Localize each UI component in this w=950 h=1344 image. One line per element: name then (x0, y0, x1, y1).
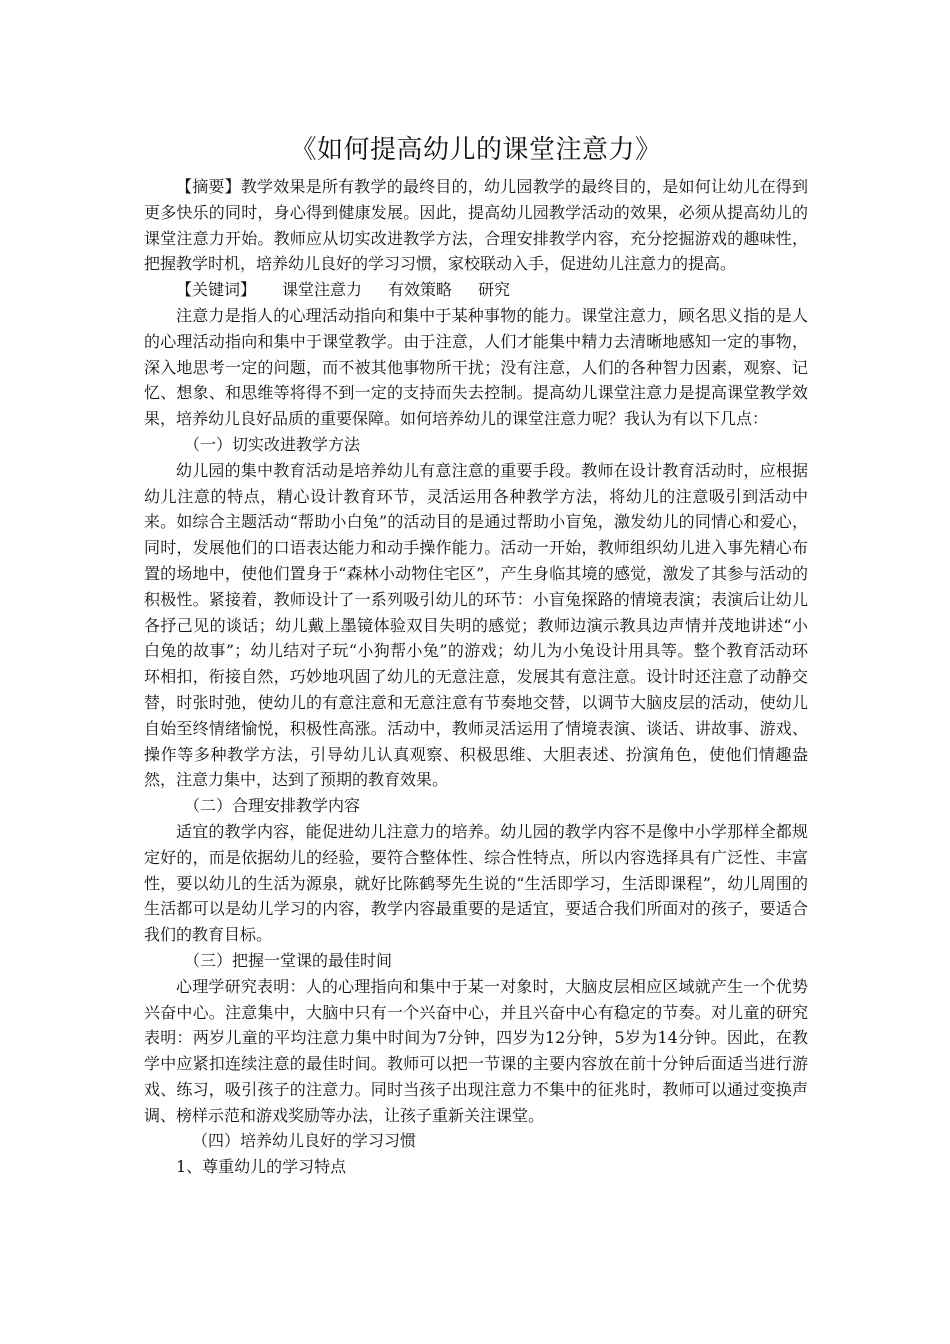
document-title: 《如何提高幼儿的课堂注意力》 (290, 135, 662, 165)
abstract-paragraph: 【摘要】教学效果是所有教学的最终目的，幼儿园教学的最终目的，是如何让幼儿在得到更多快乐的同时，身心得到健康发展。因此，提高幼儿园教学活动的效果，必须从提高幼儿的课堂注意力开始。教师应从切实改进教学方法，合理安排教学内容，充分挖掘游戏的趣味性，把握教学时机，培养幼儿良好的学习习惯，家校联动入手，促进幼儿注意力的提高。 (144, 177, 808, 274)
section-body-1: 幼儿园的集中教育活动是培养幼儿有意注意的重要手段。教师在设计教育活动时，应根据幼儿注意的特点，精心设计教育环节，灵活运用各种教学方法，将幼儿的注意吸引到活动中来。如综合主题活动“帮助小白兔”的活动目的是通过帮助小盲兔，激发幼儿的同情心和爱心，同时，发展他们的口语表达能力和动手操作能力。活动一开始，教师组织幼儿进入事先精心布置的场地中，使他们置身于“森林小动物住宅区”，产生身临其境的感觉，激发了其参与活动的积极性。紧接着，教师设计了一系列吸引幼儿的环节：小盲兔探路的情境表演；表演后让幼儿各抒己见的谈话；幼儿戴上墨镜体验双目失明的感觉；教师边演示教具边声情并茂地讲述“小白兔的故事”；幼儿结对子玩“小狗帮小兔”的游戏；幼儿为小兔设计用具等。整个教育活动环环相扣，衔接自然，巧妙地巩固了幼儿的无意注意，发展其有意注意。设计时还注意了动静交替，时张时弛，使幼儿的有意注意和无意注意有节奏地交替，以调节大脑皮层的活动，使幼儿自始至终情绪愉悦，积极性高涨。活动中，教师灵活运用了情境表演、谈话、讲故事、游戏、操作等多种教学方法，引导幼儿认真观察、积极思维、大胆表述、扮演角色，使他们情趣盎然，注意力集中，达到了预期的教育效果。 (144, 460, 808, 790)
section-body-2: 适宜的教学内容，能促进幼儿注意力的培养。幼儿园的教学内容不是像中小学那样全都规定好的，而是依据幼儿的经验，要符合整体性、综合性特点，所以内容选择具有广泛性、丰富性，要以幼儿的生活为源泉，就好比陈鹤琴先生说的“生活即学习，生活即课程”，幼儿周围的生活都可以是幼儿学习的内容，教学内容最重要的是适宜，要适合我们所面对的孩子，要适合我们的教育目标。 (144, 821, 808, 945)
section-heading-1: （一）切实改进教学方法 (184, 434, 361, 454)
section-body-3: 心理学研究表明：人的心理指向和集中于某一对象时，大脑皮层相应区域就产生一个优势兴奋中心。注意集中，大脑中只有一个兴奋中心，并且兴奋中心有稳定的节奏。对儿童的研究表明：两岁儿童的平均注意力集中时间为7分钟，四岁为12分钟，5岁为14分钟。因此，在教学中应紧扣连续注意的最佳时间。教师可以把一节课的主要内容放在前十分钟后面适当进行游戏、练习，吸引孩子的注意力。同时当孩子出现注意力不集中的征兆时，教师可以通过变换声调、榜样示范和游戏奖励等办法，让孩子重新关注课堂。 (144, 976, 808, 1125)
keyword-item: 有效策略 (388, 280, 453, 300)
document-page (144, 132, 808, 1180)
keywords-label: 【关键词】 (176, 280, 257, 300)
keywords-line (144, 277, 808, 303)
keyword-item: 研究 (478, 280, 511, 300)
section-4-item-1: 1、尊重幼儿的学习特点 (176, 1157, 347, 1177)
section-heading-4: （四）培养幼儿良好的学习习惯 (192, 1131, 417, 1151)
section-heading-3: （三）把握一堂课的最佳时间 (184, 950, 393, 970)
section-heading-2: （二）合理安排教学内容 (184, 796, 361, 816)
intro-paragraph: 注意力是指人的心理活动指向和集中于某种事物的能力。课堂注意力，顾名思义指的是人的心理活动指向和集中于课堂教学。由于注意，人们才能集中精力去清晰地感知一定的事物，深入地思考一定的问题，而不被其他事物所干扰；没有注意，人们的各种智力因素，观察、记忆、想象、和思维等将得不到一定的支持而失去控制。提高幼儿课堂注意力是提高课堂教学效果，培养幼儿良好品质的重要保障。如何培养幼儿的课堂注意力呢？我认为有以下几点： (144, 305, 808, 429)
keyword-item: 课堂注意力 (282, 280, 363, 300)
